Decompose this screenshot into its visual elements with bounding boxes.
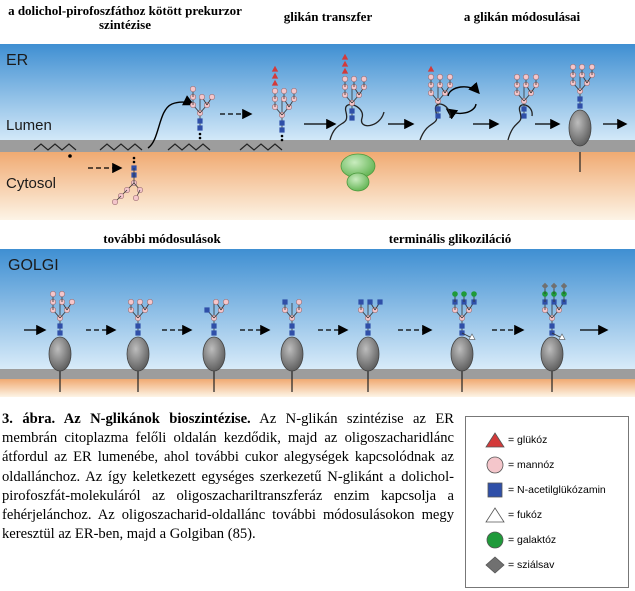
golgi-label: GOLGI (8, 257, 59, 274)
glcnac-square (577, 96, 582, 101)
mannose-circle (59, 291, 64, 296)
phosphate-dot (199, 137, 202, 140)
mannose-circle (291, 88, 296, 93)
glcnac-square (282, 299, 287, 304)
legend-label: = fukóz (508, 509, 543, 521)
glcnac-square (459, 323, 464, 328)
header-glycan-modification: a glikán módosulásai (463, 9, 581, 24)
legend-item (484, 531, 556, 549)
mannose-circle (190, 86, 195, 91)
golgi-membrane (0, 369, 635, 379)
symbol-legend (465, 416, 629, 588)
er-label: ER (6, 52, 29, 69)
golgi-lumen-background (0, 249, 635, 369)
mannose-circle (137, 299, 142, 304)
mannose-circle (223, 299, 228, 304)
er-cytosol-background (0, 152, 635, 220)
glycoprotein (127, 337, 149, 371)
glycoprotein (451, 337, 473, 371)
glcnac-square (365, 323, 370, 328)
glcnac-square (358, 299, 363, 304)
galactose-circle (452, 291, 458, 297)
header-precursor-synthesis: a dolichol-pirofoszfáthoz kötött prekurzor szintézise (8, 3, 242, 32)
header-terminal-glycosylation: terminális glikoziláció (388, 231, 512, 246)
phosphate-dot (199, 133, 202, 136)
figure-caption (2, 410, 454, 544)
glcnac-square (279, 120, 284, 125)
legend-label: = sziálsav (508, 559, 555, 571)
mannose-circle (209, 94, 214, 99)
mannose-circle (199, 94, 204, 99)
mannose-circle (570, 64, 575, 69)
glcnac-square (377, 299, 382, 304)
galactose-circle (461, 291, 467, 297)
glcnac-square (435, 113, 440, 118)
glycoprotein (357, 337, 379, 371)
pink-circle-icon (484, 456, 506, 474)
mannose-circle (447, 74, 452, 79)
mannose-circle (533, 74, 538, 79)
glcnac-square (289, 330, 294, 335)
mannose-circle (128, 299, 133, 304)
legend-label: = glükóz (508, 434, 548, 446)
legend-label: = galaktóz (508, 534, 557, 546)
glcnac-square (211, 323, 216, 328)
mannose-circle (281, 88, 286, 93)
glcnac-square (197, 125, 202, 130)
er-lumen-background (0, 44, 635, 140)
golgi-panel (0, 249, 635, 397)
phosphate-dot (281, 139, 284, 142)
mannose-circle (69, 299, 74, 304)
mannose-circle (342, 76, 347, 81)
glcnac-square (365, 330, 370, 335)
glcnac-square (211, 330, 216, 335)
glcnac-square (135, 330, 140, 335)
legend-item (484, 481, 606, 499)
glcnac-square (204, 307, 209, 312)
galactose-circle (471, 291, 477, 297)
er-membrane (0, 140, 635, 152)
glcnac-square (435, 106, 440, 111)
caption-text: Az N-glikán szintézise az ER membrán citoplazma felőli oldalán kezdődik, majd az oligoszacharidlánc átfordul az ER lumenébe, ahol további cukor alegységek kapcsolódnak az oldallánchoz. Az így keletkezett egységes szerkezetű N-glikánt a dolichol-pirofoszfát-molekuláról az oligoszachariltranszferáz enzim kapcsolja a fehérjelánchoz. Az oligoszacharid-oldallánc további módosulásokon megy keresztül az ER-ben, majd a Golgiban (85). (2, 411, 454, 543)
glcnac-square (521, 113, 526, 118)
legend-item (484, 456, 554, 474)
caption-title: 3. ábra. Az N-glikánok bioszintézise. (2, 411, 251, 427)
legend-label: = N-acetilglükózamin (508, 484, 606, 496)
header-glycan-transfer: glikán transzfer (283, 9, 373, 24)
glycoprotein (49, 337, 71, 371)
glcnac-square (57, 323, 62, 328)
glcnac-square (349, 108, 354, 113)
glcnac-square (521, 106, 526, 111)
mannose-circle (579, 64, 584, 69)
mannose-circle (523, 74, 528, 79)
glycoprotein (203, 337, 225, 371)
legend-label: = mannóz (508, 459, 555, 471)
mannose-circle (50, 291, 55, 296)
blue-square-icon (484, 481, 506, 499)
glcnac-square (57, 330, 62, 335)
legend-item (484, 556, 554, 574)
mannose-circle (272, 88, 277, 93)
legend-item (484, 506, 542, 524)
mannose-circle (147, 299, 152, 304)
glcnac-square (289, 323, 294, 328)
gray-diamond-icon (484, 556, 506, 574)
mannose-circle (361, 76, 366, 81)
glcnac-square (279, 127, 284, 132)
red-triangle-icon (484, 431, 506, 449)
golgi-cytosol-background (0, 379, 635, 397)
glycoprotein (541, 337, 563, 371)
mannose-circle (514, 74, 519, 79)
cytosol-label: Cytosol (6, 175, 57, 192)
legend-item (484, 431, 547, 449)
mannose-circle (428, 74, 433, 79)
phosphate-dot (281, 135, 284, 138)
lumen-label: Lumen (6, 117, 52, 134)
mannose-circle (112, 199, 117, 204)
mannose-circle (133, 195, 138, 200)
mannose-circle (589, 64, 594, 69)
mannose-circle (296, 299, 301, 304)
glcnac-square (135, 323, 140, 328)
phosphate-dot (133, 157, 136, 160)
phosphate-dot (133, 161, 136, 164)
glcnac-square (577, 103, 582, 108)
header-further-modifications: további módosulások (103, 231, 221, 246)
mannose-circle (351, 76, 356, 81)
mannose-circle (437, 74, 442, 79)
er-panel (0, 44, 635, 220)
glcnac-square (549, 323, 554, 328)
glcnac-square (197, 118, 202, 123)
glcnac-square (367, 299, 372, 304)
glycoprotein (281, 337, 303, 371)
glcnac-square (349, 115, 354, 120)
green-circle-icon (484, 531, 506, 549)
mannose-circle (213, 299, 218, 304)
white-triangle-icon (484, 506, 506, 524)
